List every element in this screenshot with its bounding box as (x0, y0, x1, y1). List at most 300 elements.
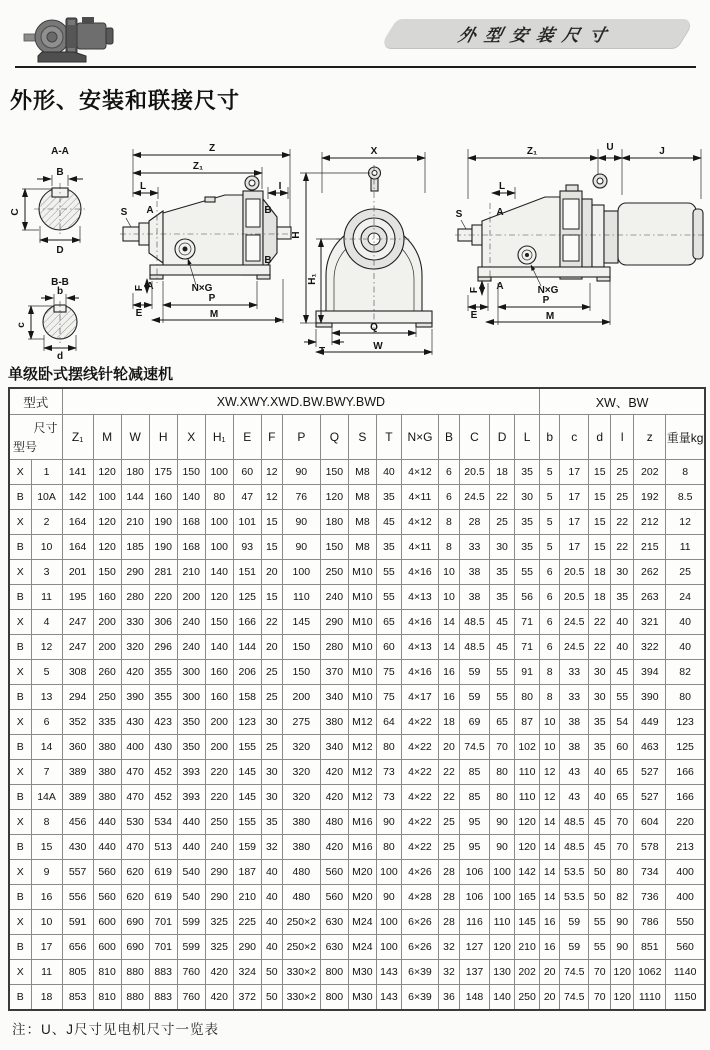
value-cell: 168 (177, 510, 205, 535)
value-cell: 150 (282, 660, 320, 685)
value-cell: 40 (261, 910, 282, 935)
type-header: 型式 (9, 388, 62, 415)
series-cell: B (9, 735, 31, 760)
value-cell: 90 (611, 910, 634, 935)
dim-F: F (134, 284, 145, 292)
column-header: 重量kg (666, 415, 705, 460)
value-cell: 17 (560, 485, 589, 510)
value-cell: 100 (205, 510, 233, 535)
column-header: F (261, 415, 282, 460)
series-cell: X (9, 660, 31, 685)
value-cell: 32 (438, 935, 459, 960)
banner-label: 外型安装尺寸 (456, 26, 617, 45)
value-cell: 166 (666, 760, 705, 785)
value-cell: 20 (261, 635, 282, 660)
value-cell: 1062 (634, 960, 666, 985)
value-cell: 420 (205, 985, 233, 1011)
dim-Q: Q (370, 322, 378, 333)
value-cell: 260 (93, 660, 121, 685)
value-cell: 30 (589, 685, 611, 710)
value-cell: 59 (459, 685, 489, 710)
value-cell: 120 (93, 510, 121, 535)
series-cell: B (9, 985, 31, 1011)
dim-L: L (139, 181, 147, 192)
side-view-drawing (120, 143, 295, 323)
value-cell: 180 (121, 460, 149, 485)
model-cell: 5 (31, 660, 62, 685)
value-cell: 440 (177, 810, 205, 835)
value-cell: 423 (149, 710, 177, 735)
value-cell: 578 (634, 835, 666, 860)
value-cell: 100 (93, 485, 121, 510)
value-cell: 220 (666, 810, 705, 835)
value-cell: 247 (62, 635, 93, 660)
value-cell: 55 (589, 910, 611, 935)
value-cell: 393 (177, 760, 205, 785)
value-cell: 95 (459, 810, 489, 835)
value-cell: 380 (282, 810, 320, 835)
value-cell: 250×2 (282, 935, 320, 960)
table-row (9, 860, 705, 885)
dim-P: P (208, 293, 216, 304)
value-cell: 430 (62, 835, 93, 860)
column-header: H₁ (205, 415, 233, 460)
value-cell: 322 (634, 635, 666, 660)
value-cell: M10 (348, 585, 376, 610)
column-header: Z₁ (62, 415, 93, 460)
value-cell: 190 (149, 510, 177, 535)
value-cell: 100 (282, 560, 320, 585)
value-cell: 325 (205, 910, 233, 935)
value-cell: 16 (438, 660, 459, 685)
dim-B: B (56, 167, 64, 178)
value-cell: 74.5 (459, 735, 489, 760)
value-cell: M10 (348, 560, 376, 585)
value-cell: 20.5 (459, 460, 489, 485)
value-cell: 48.5 (459, 610, 489, 635)
value-cell: 8.5 (666, 485, 705, 510)
value-cell: 5 (540, 485, 560, 510)
dim-E: E (135, 308, 143, 319)
dim-D: D (56, 245, 64, 256)
value-cell: 308 (62, 660, 93, 685)
value-cell: 20.5 (560, 560, 589, 585)
value-cell: 220 (149, 585, 177, 610)
value-cell: 480 (282, 860, 320, 885)
value-cell: 28 (438, 910, 459, 935)
value-cell: 275 (282, 710, 320, 735)
value-cell: 600 (93, 935, 121, 960)
value-cell: 360 (62, 735, 93, 760)
value-cell: 240 (177, 610, 205, 635)
dim-S: S (120, 207, 128, 218)
value-cell: 70 (589, 960, 611, 985)
table-row (9, 785, 705, 810)
column-header: T (376, 415, 401, 460)
value-cell: 599 (177, 910, 205, 935)
header-divider (15, 66, 696, 68)
value-cell: 59 (459, 660, 489, 685)
value-cell: 190 (149, 535, 177, 560)
model-cell: 10 (31, 535, 62, 560)
value-cell: 452 (149, 760, 177, 785)
column-header: E (233, 415, 261, 460)
table-row (9, 910, 705, 935)
value-cell: 206 (233, 660, 261, 685)
value-cell: 166 (233, 610, 261, 635)
model-cell: 8 (31, 810, 62, 835)
value-cell: 560 (666, 935, 705, 960)
value-cell: 12 (666, 510, 705, 535)
value-cell: 690 (121, 935, 149, 960)
value-cell: 530 (121, 810, 149, 835)
value-cell: 200 (93, 610, 121, 635)
value-cell: 35 (261, 810, 282, 835)
series-cell: B (9, 535, 31, 560)
model-cell: 17 (31, 935, 62, 960)
value-cell: 240 (205, 835, 233, 860)
value-cell: M12 (348, 760, 376, 785)
value-cell: 10 (540, 735, 560, 760)
value-cell: 6 (540, 610, 560, 635)
value-cell: 550 (666, 910, 705, 935)
value-cell: 35 (589, 710, 611, 735)
value-cell: 91 (515, 660, 540, 685)
value-cell: 80 (666, 685, 705, 710)
value-cell: 160 (149, 485, 177, 510)
dim-P-motor: P (542, 295, 550, 306)
value-cell: 80 (376, 735, 401, 760)
value-cell: 380 (93, 735, 121, 760)
value-cell: 74.5 (560, 985, 589, 1011)
model-cell: 12 (31, 635, 62, 660)
value-cell: 50 (261, 985, 282, 1011)
value-cell: 40 (261, 885, 282, 910)
value-cell: 225 (233, 910, 261, 935)
value-cell: 210 (233, 885, 261, 910)
value-cell: 75 (376, 685, 401, 710)
model-cell: 11 (31, 585, 62, 610)
value-cell: 620 (121, 885, 149, 910)
value-cell: 320 (121, 635, 149, 660)
value-cell: 390 (121, 685, 149, 710)
value-cell: 200 (205, 710, 233, 735)
value-cell: 22 (261, 610, 282, 635)
column-header: D (490, 415, 515, 460)
value-cell: 12 (261, 460, 282, 485)
value-cell: 101 (233, 510, 261, 535)
table-row (9, 985, 705, 1011)
table-row (9, 560, 705, 585)
value-cell: 883 (149, 960, 177, 985)
value-cell: 220 (205, 785, 233, 810)
value-cell: 143 (376, 960, 401, 985)
value-cell: 35 (490, 585, 515, 610)
value-cell: 6 (540, 585, 560, 610)
value-cell: 540 (177, 860, 205, 885)
table-row (9, 510, 705, 535)
table-row (9, 835, 705, 860)
value-cell: 400 (121, 735, 149, 760)
value-cell: 6 (540, 560, 560, 585)
value-cell: 80 (376, 835, 401, 860)
value-cell: 55 (611, 685, 634, 710)
value-cell: 90 (490, 810, 515, 835)
cut-B-top: B (264, 205, 272, 216)
value-cell: 145 (282, 610, 320, 635)
value-cell: 15 (261, 535, 282, 560)
value-cell: 604 (634, 810, 666, 835)
value-cell: 40 (589, 785, 611, 810)
table-row (9, 585, 705, 610)
value-cell: 25 (438, 835, 459, 860)
value-cell: 4×26 (401, 860, 438, 885)
value-cell: 480 (282, 885, 320, 910)
value-cell: 140 (205, 560, 233, 585)
value-cell: 22 (589, 610, 611, 635)
value-cell: 389 (62, 785, 93, 810)
value-cell: 4×22 (401, 810, 438, 835)
value-cell: 70 (589, 985, 611, 1011)
value-cell: 75 (376, 660, 401, 685)
value-cell: 805 (62, 960, 93, 985)
value-cell: 100 (376, 910, 401, 935)
value-cell: 164 (62, 535, 93, 560)
dim-b: b (56, 286, 64, 297)
model-cell: 7 (31, 760, 62, 785)
value-cell: 10 (438, 585, 459, 610)
value-cell: 125 (666, 735, 705, 760)
gearmotor-photo (22, 10, 122, 68)
value-cell: 38 (560, 735, 589, 760)
value-cell: 90 (376, 885, 401, 910)
value-cell: 300 (177, 660, 205, 685)
value-cell: 40 (611, 635, 634, 660)
value-cell: M20 (348, 860, 376, 885)
value-cell: 159 (233, 835, 261, 860)
value-cell: 4×12 (401, 460, 438, 485)
value-cell: 201 (62, 560, 93, 585)
model-cell: 13 (31, 685, 62, 710)
dim-F-motor: F (469, 286, 480, 294)
value-cell: M8 (348, 535, 376, 560)
value-cell: 600 (93, 910, 121, 935)
value-cell: 74.5 (560, 960, 589, 985)
value-cell: 290 (205, 860, 233, 885)
value-cell: 40 (666, 635, 705, 660)
value-cell: 17 (560, 460, 589, 485)
value-cell: 35 (376, 485, 401, 510)
value-cell: 463 (634, 735, 666, 760)
value-cell: 4×16 (401, 660, 438, 685)
diagonal-bottom-label: 型号 (13, 440, 38, 454)
value-cell: 470 (121, 835, 149, 860)
value-cell: 15 (589, 460, 611, 485)
value-cell: 4×16 (401, 610, 438, 635)
value-cell: 210 (121, 510, 149, 535)
value-cell: 25 (261, 660, 282, 685)
value-cell: 110 (282, 585, 320, 610)
value-cell: 630 (320, 910, 348, 935)
value-cell: 16 (438, 685, 459, 710)
front-view-drawing (291, 146, 432, 357)
value-cell: 40 (261, 860, 282, 885)
table-row (9, 760, 705, 785)
dim-d: d (56, 351, 64, 361)
value-cell: 734 (634, 860, 666, 885)
dim-H: H (291, 231, 302, 239)
value-cell: 100 (490, 860, 515, 885)
cut-A-top: A (146, 205, 154, 216)
value-cell: 25 (261, 735, 282, 760)
value-cell: 1140 (666, 960, 705, 985)
column-header: N×G (401, 415, 438, 460)
value-cell: 120 (611, 960, 634, 985)
value-cell: 48.5 (560, 810, 589, 835)
value-cell: 148 (459, 985, 489, 1011)
value-cell: 760 (177, 985, 205, 1011)
value-cell: 142 (515, 860, 540, 885)
value-cell: 200 (93, 635, 121, 660)
value-cell: 6×39 (401, 985, 438, 1011)
value-cell: 4×22 (401, 835, 438, 860)
value-cell: 100 (376, 860, 401, 885)
value-cell: 470 (121, 760, 149, 785)
value-cell: 280 (320, 635, 348, 660)
value-cell: 8 (540, 660, 560, 685)
column-header: X (177, 415, 205, 460)
dim-M-motor: M (545, 311, 555, 322)
value-cell: 701 (149, 910, 177, 935)
series-cell: X (9, 760, 31, 785)
dim-I: I (278, 181, 282, 192)
value-cell: 55 (589, 935, 611, 960)
value-cell: 8 (438, 510, 459, 535)
value-cell: 250 (515, 985, 540, 1011)
value-cell: M30 (348, 960, 376, 985)
section-aa-label: A-A (51, 146, 69, 157)
value-cell: 48.5 (560, 835, 589, 860)
value-cell: 480 (320, 810, 348, 835)
series-cell: X (9, 810, 31, 835)
dim-T: T (318, 346, 326, 357)
value-cell: M8 (348, 510, 376, 535)
dim-E-motor: E (470, 310, 478, 321)
value-cell: 150 (320, 460, 348, 485)
value-cell: 25 (611, 485, 634, 510)
value-cell: 40 (261, 935, 282, 960)
table-subtitle: 单级卧式摆线针轮减速机 (8, 366, 174, 383)
value-cell: 389 (62, 760, 93, 785)
model-cell: 9 (31, 860, 62, 885)
series-cell: B (9, 785, 31, 810)
series-cell: X (9, 910, 31, 935)
value-cell: 599 (177, 935, 205, 960)
value-cell: 20 (540, 985, 560, 1011)
value-cell: 456 (62, 810, 93, 835)
value-cell: 15 (589, 535, 611, 560)
series-cell: B (9, 585, 31, 610)
value-cell: 40 (376, 460, 401, 485)
value-cell: 14 (540, 835, 560, 860)
series-cell: X (9, 560, 31, 585)
value-cell: 400 (666, 860, 705, 885)
value-cell: 120 (611, 985, 634, 1011)
value-cell: 120 (205, 585, 233, 610)
value-cell: 24.5 (560, 635, 589, 660)
value-cell: 220 (205, 760, 233, 785)
cut-B-bottom: B (264, 255, 272, 266)
diagonal-header-cell (9, 415, 62, 460)
value-cell: 6×26 (401, 935, 438, 960)
value-cell: 35 (611, 585, 634, 610)
value-cell: 151 (233, 560, 261, 585)
value-cell: 14 (438, 635, 459, 660)
value-cell: 656 (62, 935, 93, 960)
value-cell: 296 (149, 635, 177, 660)
model-cell: 18 (31, 985, 62, 1011)
value-cell: 30 (490, 535, 515, 560)
dim-J: J (659, 146, 665, 157)
value-cell: 5 (540, 535, 560, 560)
value-cell: 851 (634, 935, 666, 960)
value-cell: 701 (149, 935, 177, 960)
value-cell: 127 (459, 935, 489, 960)
cut-A-bottom-motor: A (496, 281, 504, 292)
model-cell: 11 (31, 960, 62, 985)
value-cell: 420 (205, 960, 233, 985)
group-header-row (9, 388, 705, 415)
value-cell: 65 (611, 785, 634, 810)
value-cell: 560 (93, 860, 121, 885)
value-cell: 45 (376, 510, 401, 535)
value-cell: 33 (560, 660, 589, 685)
value-cell: 880 (121, 985, 149, 1011)
dim-NxG: N×G (191, 283, 213, 294)
dim-H1: H₁ (307, 273, 318, 285)
value-cell: 22 (589, 635, 611, 660)
value-cell: 140 (205, 635, 233, 660)
section-bb-drawing (16, 277, 79, 361)
value-cell: 210 (177, 560, 205, 585)
value-cell: 394 (634, 660, 666, 685)
value-cell: 120 (515, 810, 540, 835)
value-cell: 16 (540, 935, 560, 960)
value-cell: 82 (666, 660, 705, 685)
value-cell: 40 (589, 760, 611, 785)
value-cell: 22 (611, 535, 634, 560)
value-cell: 8 (438, 535, 459, 560)
value-cell: 100 (490, 885, 515, 910)
value-cell: 168 (177, 535, 205, 560)
value-cell: 60 (233, 460, 261, 485)
value-cell: 70 (490, 735, 515, 760)
model-cell: 10 (31, 910, 62, 935)
value-cell: 80 (515, 685, 540, 710)
section-aa-drawing (10, 146, 86, 256)
dimension-table (8, 387, 706, 1011)
value-cell: M12 (348, 785, 376, 810)
value-cell: 82 (611, 885, 634, 910)
model-cell: 14A (31, 785, 62, 810)
table-row (9, 885, 705, 910)
value-cell: 53.5 (560, 860, 589, 885)
value-cell: 137 (459, 960, 489, 985)
value-cell: 35 (515, 535, 540, 560)
value-cell: 93 (233, 535, 261, 560)
value-cell: 166 (666, 785, 705, 810)
table-row (9, 660, 705, 685)
